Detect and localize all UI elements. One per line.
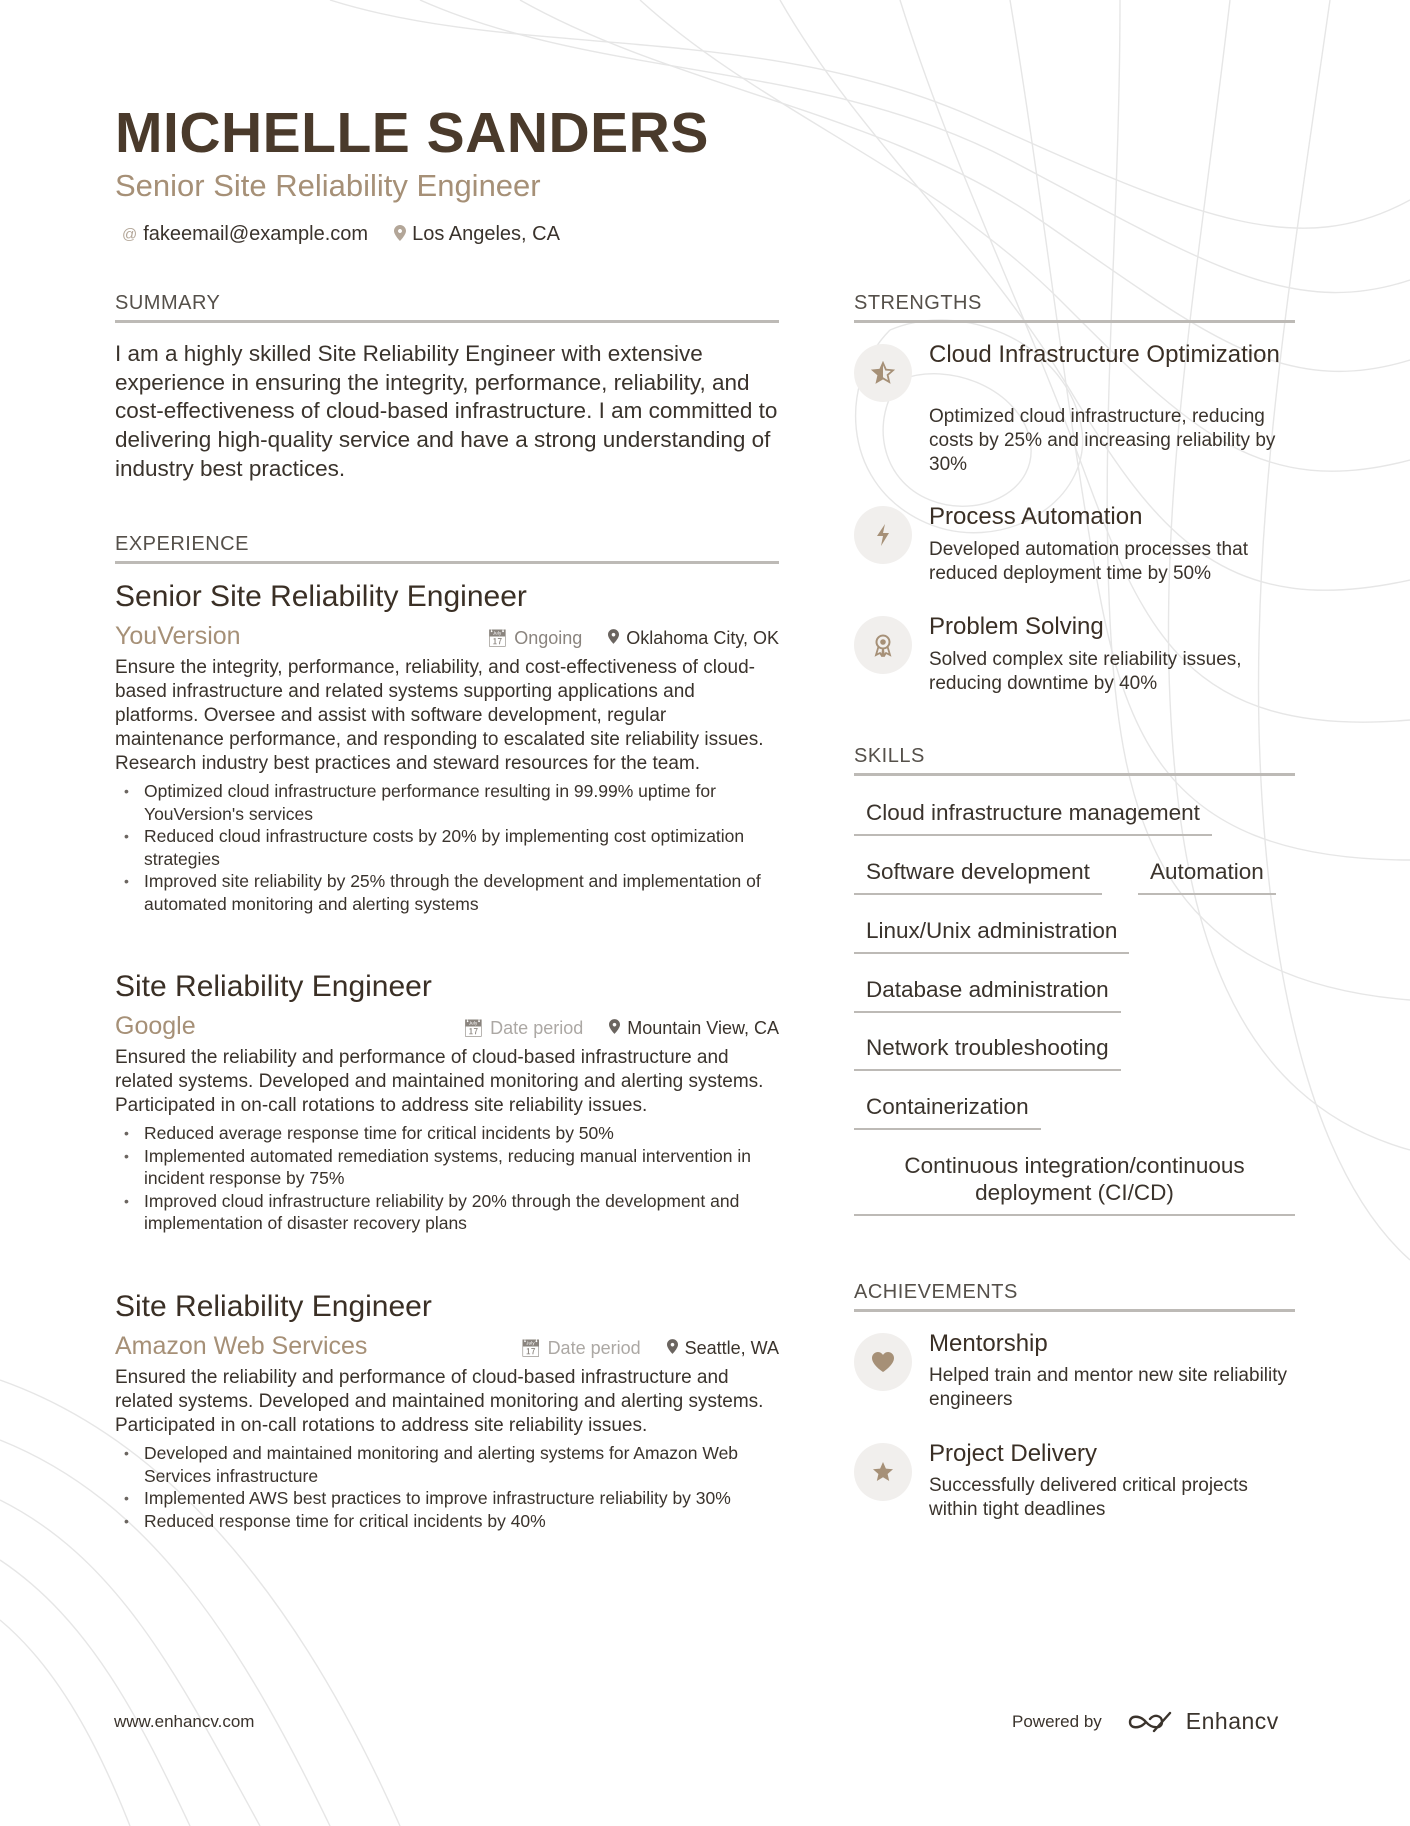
location-item	[394, 223, 560, 246]
job-bullets	[115, 1122, 779, 1235]
website-link[interactable]: www.enhancv.com	[114, 1712, 255, 1731]
company-name: YouVersion	[115, 622, 241, 650]
job-entry	[115, 580, 779, 915]
achievement-description: Successfully delivered critical projects within tight deadlines	[929, 1475, 1248, 1520]
summary-heading: SUMMARY	[115, 292, 779, 323]
brand-name[interactable]: Enhancv	[1185, 1708, 1279, 1734]
location-pin-icon	[667, 1339, 678, 1358]
experience-heading: EXPERIENCE	[115, 533, 779, 564]
skill-tag: Software development	[854, 859, 1102, 895]
job-date	[487, 628, 583, 649]
calendar-icon: 📅︎	[462, 1018, 485, 1038]
heart-icon	[854, 1333, 912, 1391]
job-bullet: • Optimized cloud infrastructure performance resulting in 99.99% uptime for YouVersion's services	[115, 780, 779, 825]
email-text: fakeemail@example.com	[143, 223, 369, 245]
job-location: Oklahoma City, OK	[626, 628, 779, 648]
calendar-icon: 📅︎	[519, 1338, 542, 1358]
location-text: Los Angeles, CA	[412, 223, 560, 245]
job-date	[520, 1338, 641, 1359]
summary-text: I am a highly skilled Site Reliability Engineer with extensive experience in ensuring the integrity, performance, reliability, and cost-effectiveness of cloud-based infrastructure. I am committed to delivering high-quality service and have a strong understanding of industry best practices.	[115, 341, 778, 481]
enhancv-logo-icon	[1126, 1709, 1174, 1735]
at-icon: @	[122, 226, 138, 243]
job-bullet: • Implemented automated remediation systems, reducing manual intervention in incident response by 75%	[115, 1145, 779, 1190]
skills-heading: SKILLS	[854, 745, 1295, 776]
skill-tag: Containerization	[854, 1094, 1041, 1130]
bolt-icon	[854, 506, 912, 564]
strength-title: Problem Solving	[929, 613, 1104, 640]
job-bullet: • Developed and maintained monitoring and alerting systems for Amazon Web Services infrastructure	[115, 1442, 779, 1487]
job-entry	[115, 970, 779, 1235]
achievement-description: Helped train and mentor new site reliability engineers	[929, 1365, 1288, 1410]
job-location: Mountain View, CA	[627, 1018, 779, 1038]
calendar-icon: 📅︎	[486, 628, 509, 648]
job-description: Ensured the reliability and performance of cloud-based infrastructure and related systems. Developed and maintained monitoring and alerting systems. Participated in on-call rotations to address site reliability issues.	[115, 1047, 764, 1116]
job-bullet: • Reduced cloud infrastructure costs by 20% by implementing cost optimization strategies	[115, 825, 779, 870]
job-bullet: • Reduced average response time for critical incidents by 50%	[115, 1122, 779, 1145]
contact-row	[122, 223, 586, 246]
achievement-title: Project Delivery	[929, 1440, 1098, 1467]
skill-tag: Cloud infrastructure management	[854, 800, 1212, 836]
achievement-title: Mentorship	[929, 1330, 1048, 1357]
job-bullets	[115, 780, 779, 915]
job-meta-right	[520, 1338, 779, 1359]
candidate-title: Senior Site Reliability Engineer	[115, 168, 541, 203]
skill-tag: Continuous integration/continuous deployment (CI/CD)	[854, 1152, 1295, 1216]
job-date-text: Ongoing	[514, 628, 583, 648]
job-entry	[115, 1290, 779, 1532]
email-item[interactable]	[122, 223, 368, 246]
strength-description: Solved complex site reliability issues, reducing downtime by 40%	[929, 649, 1242, 694]
skill-tag: Linux/Unix administration	[854, 918, 1129, 954]
company-name: Amazon Web Services	[115, 1332, 368, 1360]
job-bullet: • Reduced response time for critical incidents by 40%	[115, 1510, 779, 1533]
job-bullet: • Improved site reliability by 25% through the development and implementation of automated monitoring and alerting systems	[115, 870, 779, 915]
job-location: Seattle, WA	[684, 1338, 779, 1358]
strength-description: Developed automation processes that reduced deployment time by 50%	[929, 539, 1248, 584]
strengths-heading: STRENGTHS	[854, 292, 1295, 323]
strength-title: Process Automation	[929, 503, 1143, 530]
skill-tag: Database administration	[854, 977, 1121, 1013]
job-bullet: • Implemented AWS best practices to improve infrastructure reliability by 30%	[115, 1487, 779, 1510]
skill-tag: Network troubleshooting	[854, 1035, 1121, 1071]
job-description: Ensure the integrity, performance, reliability, and cost-effectiveness of cloud-based infrastructure and related systems supporting applications and platforms. Oversee and assist with software development, regular maintenance performance, and responding to escalated site reliability issues. Research industry best practices and steward resources for the team.	[115, 657, 764, 774]
job-date-text: Date period	[547, 1338, 641, 1358]
achievements-heading: ACHIEVEMENTS	[854, 1281, 1295, 1312]
job-title: Site Reliability Engineer	[115, 1290, 432, 1323]
star-half-icon	[854, 344, 912, 402]
job-description: Ensured the reliability and performance of cloud-based infrastructure and related systems. Developed and maintained monitoring and alerting systems. Participated in on-call rotations to address site reliability issues.	[115, 1367, 764, 1436]
job-meta	[115, 620, 779, 656]
job-title: Senior Site Reliability Engineer	[115, 580, 527, 613]
job-meta-right	[487, 628, 779, 649]
job-meta	[115, 1010, 779, 1046]
location-pin-icon	[394, 225, 406, 245]
job-date	[463, 1018, 584, 1039]
location-pin-icon	[609, 1019, 620, 1038]
strength-title: Cloud Infrastructure Optimization	[929, 341, 1280, 368]
job-bullets	[115, 1442, 779, 1532]
candidate-name: MICHELLE SANDERS	[115, 101, 709, 165]
strength-description: Optimized cloud infrastructure, reducing costs by 25% and increasing reliability by 30%	[929, 406, 1276, 475]
location-pin-icon	[608, 629, 619, 648]
job-meta-right	[463, 1018, 779, 1039]
skill-tag: Automation	[1138, 859, 1276, 895]
job-meta	[115, 1330, 779, 1366]
job-bullet: • Improved cloud infrastructure reliability by 20% through the development and implementation of disaster recovery plans	[115, 1190, 779, 1235]
job-title: Site Reliability Engineer	[115, 970, 432, 1003]
company-name: Google	[115, 1012, 196, 1040]
powered-by-text: Powered by	[1012, 1711, 1102, 1731]
job-date-text: Date period	[490, 1018, 584, 1038]
award-icon	[854, 616, 912, 674]
star-icon	[854, 1443, 912, 1501]
powered-by	[1012, 1708, 1279, 1735]
